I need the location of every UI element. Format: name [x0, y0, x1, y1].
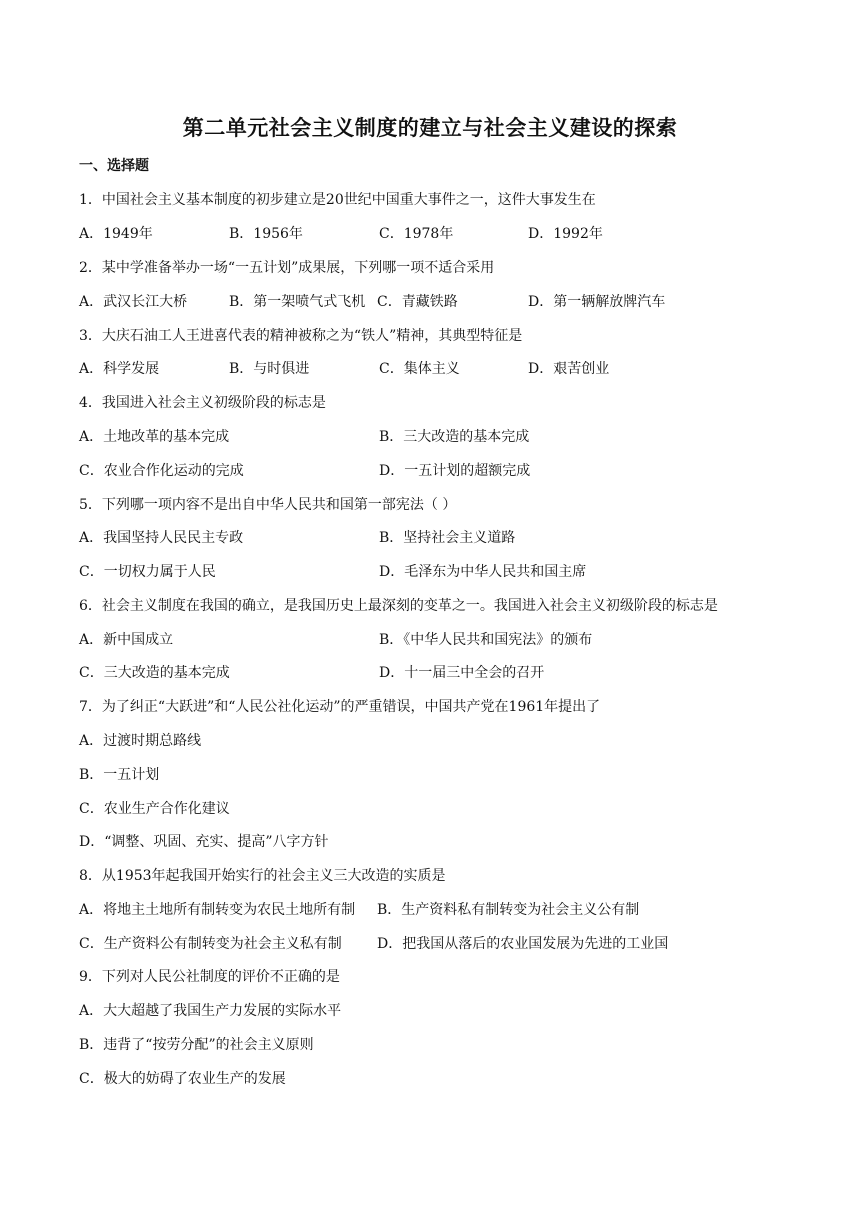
q4-option-c: C．农业合作化运动的完成 [79, 463, 244, 479]
q2-option-a: A．武汉长江大桥 [79, 294, 188, 310]
q2-option-b: B．第一架喷气式飞机 [229, 294, 366, 310]
question-stem-6: 6．社会主义制度在我国的确立，是我国历史上最深刻的变革之一。我国进入社会主义初级阶段的标志是 [79, 598, 718, 614]
q6-option-a: A．新中国成立 [79, 632, 174, 648]
question-stem-7: 7．为了纠正“大跃进”和“人民公社化运动”的严重错误，中国共产党在1961年提出了 [79, 699, 601, 715]
q5-option-a: A．我国坚持人民民主专政 [79, 530, 244, 546]
q1-option-b: B．1956年 [229, 226, 303, 242]
q8-option-d: D．把我国从落后的农业国发展为先进的工业国 [377, 936, 669, 952]
page-title: 第二单元社会主义制度的建立与社会主义建设的探索 [182, 116, 678, 140]
question-stem-2: 2．某中学准备举办一场“一五计划”成果展，下列哪一项不适合采用 [79, 260, 495, 276]
q3-option-b: B．与时俱进 [229, 361, 310, 377]
q7-option-c: C．农业生产合作化建议 [79, 801, 230, 817]
q8-option-c: C．生产资料公有制转变为社会主义私有制 [79, 936, 342, 952]
q8-option-a: A．将地主土地所有制转变为农民土地所有制 [79, 902, 356, 918]
q6-option-c: C．三大改造的基本完成 [79, 665, 230, 681]
question-stem-4: 4．我国进入社会主义初级阶段的标志是 [79, 395, 326, 411]
q4-option-b: B．三大改造的基本完成 [379, 429, 530, 445]
q7-option-b: B．一五计划 [79, 767, 160, 783]
q7-option-d: D．“调整、巩固、充实、提高”八字方针 [79, 834, 329, 850]
question-stem-3: 3．大庆石油工人王进喜代表的精神被称之为“铁人”精神，其典型特征是 [79, 328, 523, 344]
q4-option-d: D．一五计划的超额完成 [379, 463, 531, 479]
q1-option-d: D．1992年 [528, 226, 603, 242]
q5-option-b: B．坚持社会主义道路 [379, 530, 516, 546]
q9-option-b: B．违背了“按劳分配”的社会主义原则 [79, 1037, 314, 1053]
q9-option-c: C．极大的妨碍了农业生产的发展 [79, 1071, 286, 1087]
q3-option-a: A．科学发展 [79, 361, 160, 377]
question-stem-8: 8．从1953年起我国开始实行的社会主义三大改造的实质是 [79, 868, 446, 884]
question-stem-9: 9．下列对人民公社制度的评价不正确的是 [79, 969, 340, 985]
q4-option-a: A．土地改革的基本完成 [79, 429, 230, 445]
q1-option-a: A．1949年 [79, 226, 153, 242]
q3-option-d: D．艰苦创业 [528, 361, 610, 377]
q8-option-b: B．生产资料私有制转变为社会主义公有制 [377, 902, 640, 918]
q7-option-a: A．过渡时期总路线 [79, 733, 202, 749]
question-stem-5: 5．下列哪一项内容不是出自中华人民共和国第一部宪法（ ） [79, 497, 457, 513]
q6-option-d: D．十一届三中全会的召开 [379, 665, 545, 681]
section-heading: 一、选择题 [79, 158, 149, 174]
q5-option-c: C．一切权力属于人民 [79, 564, 216, 580]
q1-option-c: C．1978年 [379, 226, 454, 242]
question-stem-1: 1．中国社会主义基本制度的初步建立是20世纪中国重大事件之一，这件大事发生在 [79, 192, 596, 208]
q5-option-d: D．毛泽东为中华人民共和国主席 [379, 564, 587, 580]
q2-option-d: D．第一辆解放牌汽车 [528, 294, 666, 310]
q3-option-c: C．集体主义 [379, 361, 460, 377]
q2-option-c: C．青藏铁路 [377, 294, 458, 310]
q9-option-a: A．大大超越了我国生产力发展的实际水平 [79, 1003, 342, 1019]
q6-option-b: B．《中华人民共和国宪法》的颁布 [379, 632, 593, 648]
